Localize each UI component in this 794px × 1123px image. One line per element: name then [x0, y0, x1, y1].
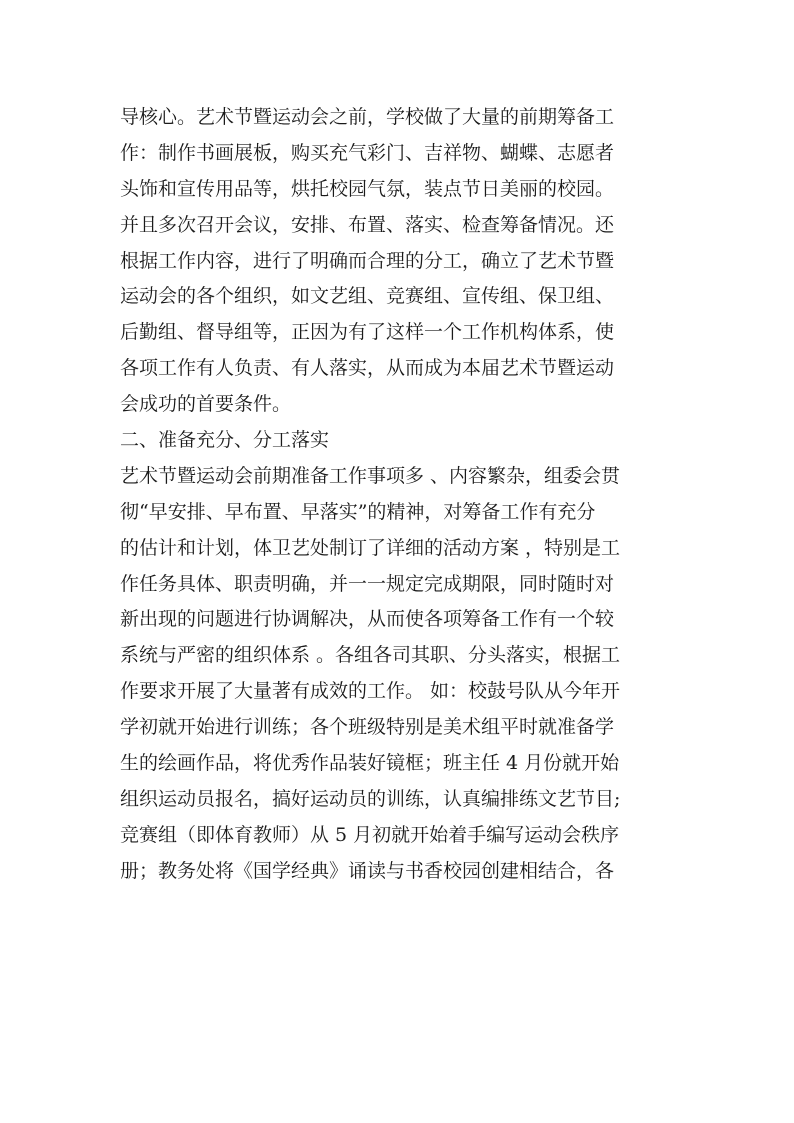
text-line-18: 学初就开始进行训练；各个班级特别是美术组平时就准备学: [120, 716, 615, 739]
text-line-8: 各项工作有人负责、有人落实，从而成为本届艺术节暨运动: [120, 357, 615, 380]
text-line-1: 导核心。艺术节暨运动会之前，学校做了大量的前期筹备工: [120, 106, 615, 128]
text-line-6: 运动会的各个组织，如文艺组、竞赛组、宣传组、保卫组、: [120, 285, 615, 308]
text-line-2: 作：制作书画展板，购买充气彩门、吉祥物、蝴蝶、志愿者: [120, 141, 615, 164]
text-line-5: 根据工作内容，进行了明确而合理的分工，确立了艺术节暨: [120, 249, 615, 272]
text-line-11: 艺术节暨运动会前期准备工作事项多 、内容繁杂，组委会贯: [120, 464, 621, 487]
text-line-19: 生的绘画作品，将优秀作品装好镜框；班主任 4 月份就开始: [120, 752, 620, 775]
text-line-12: 彻“早安排、早布置、早落实”的精神，对筹备工作有充分: [120, 500, 596, 523]
text-line-4: 并且多次召开会议，安排、布置、落实、检查筹备情况。还: [120, 213, 615, 236]
text-line-17: 作要求开展了大量著有成效的工作。 如：校鼓号队从今年开: [120, 680, 621, 703]
text-line-20: 组织运动员报名，搞好运动员的训练，认真编排练文艺节目;: [120, 787, 621, 810]
text-line-22: 册；教务处将《国学经典》诵读与书香校园创建相结合，各: [120, 859, 615, 882]
text-line-7: 后勤组、督导组等，正因为有了这样一个工作机构体系，使: [120, 321, 615, 344]
text-line-14: 作任务具体、职责明确，并一一规定完成期限，同时随时对: [120, 572, 615, 595]
text-line-9: 会成功的首要条件。: [120, 393, 292, 416]
text-line-21: 竞赛组（即体育教师）从 5 月初就开始着手编写运动会秩序: [120, 823, 620, 846]
section-heading: 二、准备充分、分工落实: [120, 429, 330, 452]
body-text: [120, 100, 690, 890]
text-line-16: 系统与严密的组织体系 。各组各司其职、分头落实，根据工: [120, 644, 621, 667]
text-line-3: 头饰和宣传用品等，烘托校园气氛，装点节日美丽的校园。: [120, 177, 615, 200]
text-line-13: 的估计和计划，体卫艺处制订了详细的活动方案 ，特别是工: [120, 536, 621, 559]
text-line-15: 新出现的问题进行协调解决，从而使各项筹备工作有一个较: [120, 608, 615, 631]
